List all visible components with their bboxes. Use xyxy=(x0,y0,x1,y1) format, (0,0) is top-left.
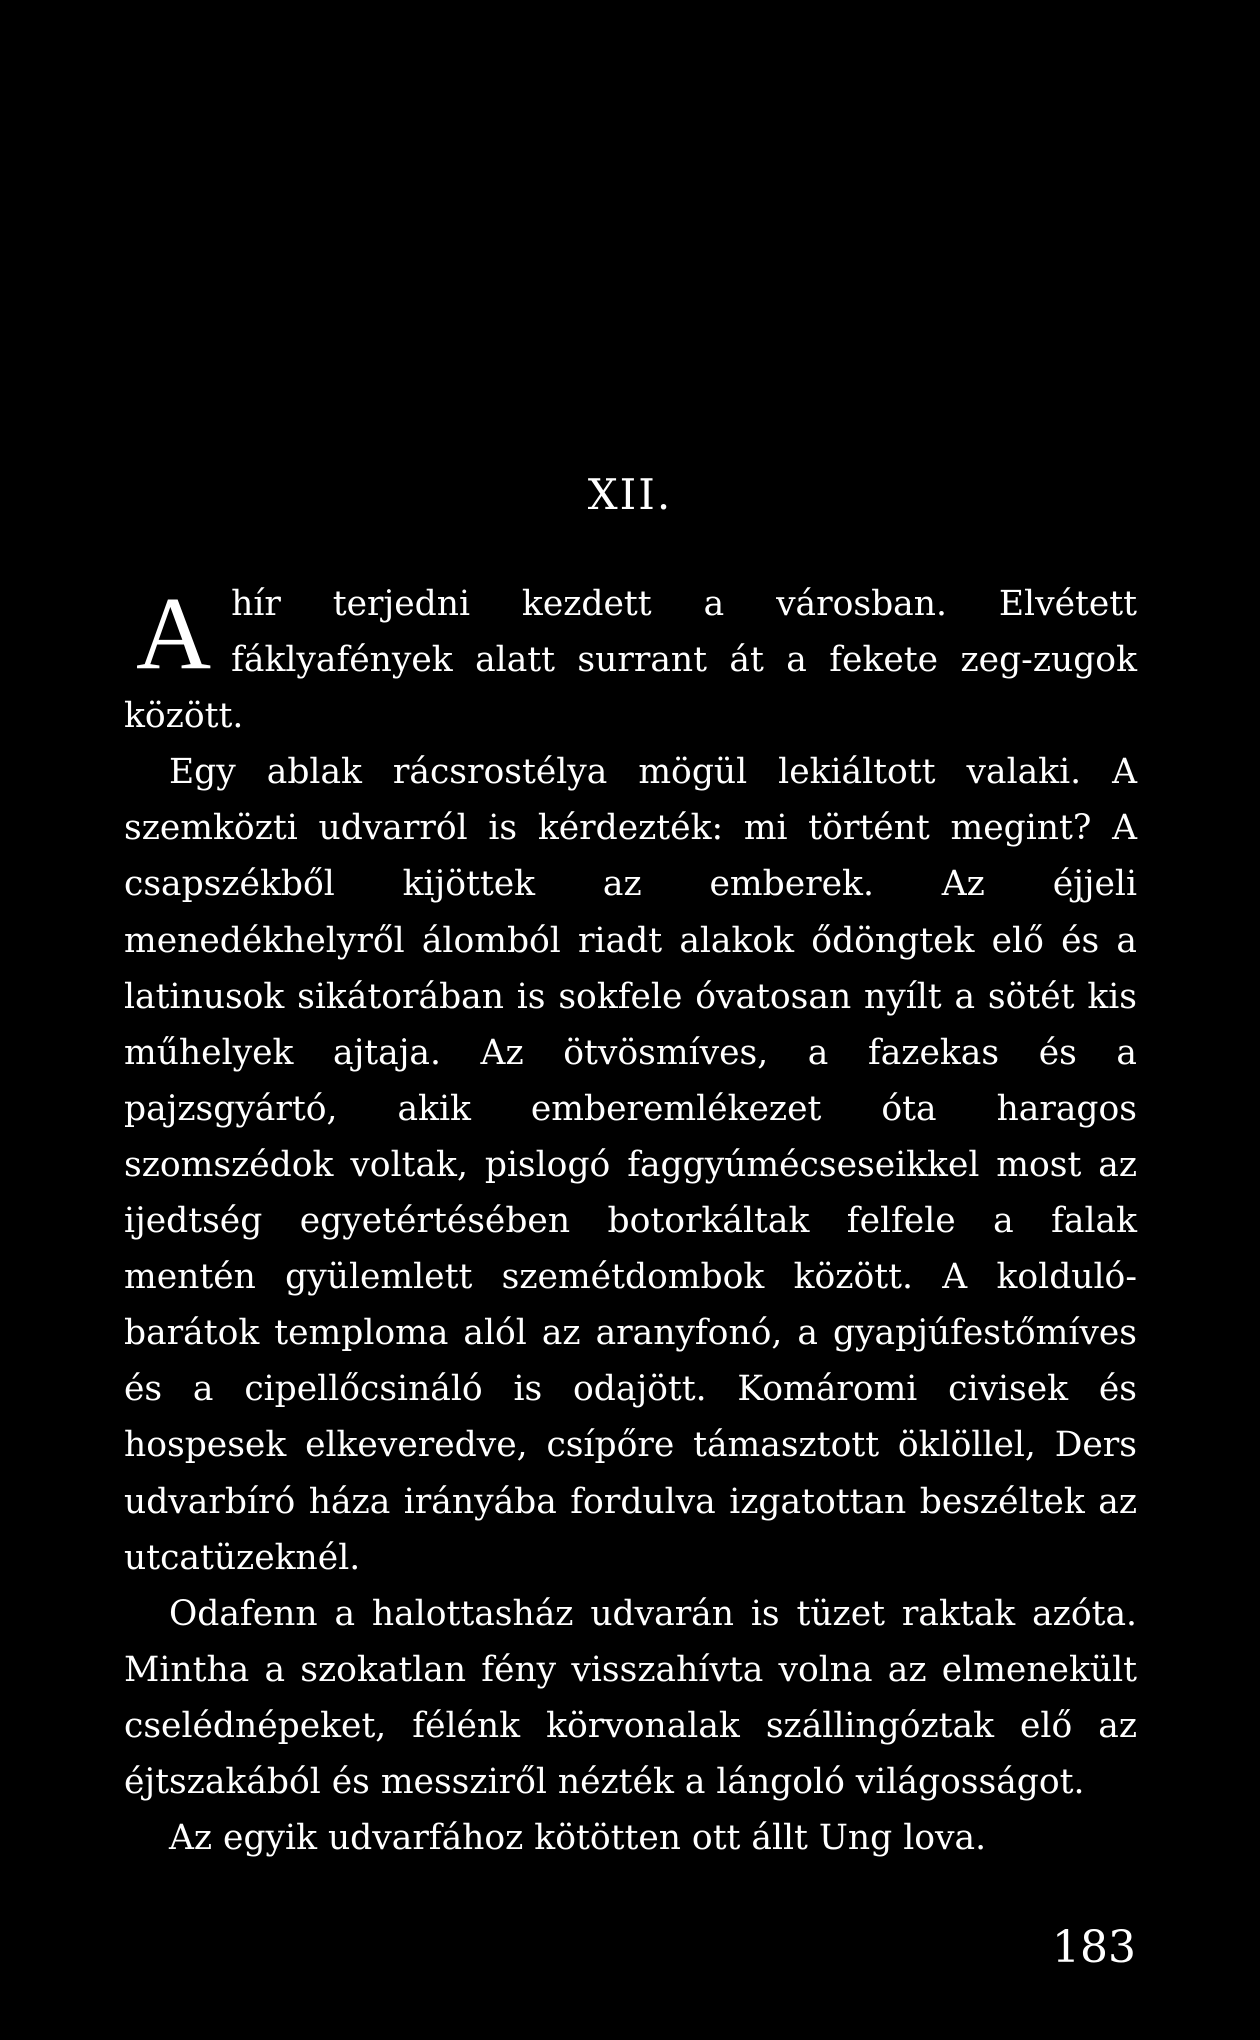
paragraph-4: Az egyik udvarfához kötötten ott állt Ung lova. xyxy=(169,1818,987,1859)
drop-cap: A xyxy=(136,576,212,691)
paragraph-2: Egy ablak rácsrostélya mögül lekiáltott valaki. A szemközti udvarról is kérdezték: mi történt megint? A csapszékből kijöttek az emberek. Az éjjeli menedékhelyről álomból riadt alakok ődöngtek elő és a latinusok sikátorában is sokfele óvatosan nyílt a sötét kis műhelyek ajtaja. Az ötvösmíves, a fazekas és a pajzsgyártó, akik emberemlékezet óta haragos szomszédok voltak, pislogó faggyúmécseseikkel most az ijedtség egyetértésében botorkáltak felfele a falak mentén gyülemlett szemétdombok között. A kolduló-barátok temploma alól az aranyfonó, a gyapjúfestőmíves és a cipellőcsináló is odajött. Komáromi civisek és hospesek elkeveredve, csípőre támasztott öklöllel, Ders udvarbíró háza irányába fordulva izgatottan beszéltek az utcatüzeknél. xyxy=(124,752,1137,1578)
paragraph-1 xyxy=(124,576,1137,744)
chapter-heading: XII. xyxy=(587,470,673,519)
paragraph-3: Odafenn a halottasház udvarán is tüzet raktak azóta. Mintha a szokatlan fény visszahívta volna az elmenekült cselédnépeket, félénk körvonalak szállingóztak elő az éjtszakából és messziről nézték a lángoló világosságot. xyxy=(124,1593,1137,1802)
page-number: 183 xyxy=(1052,1922,1136,1973)
paragraph-1-text: hír terjedni kezdett a városban. Elvétett fáklyafények alatt surrant át a fekete zeg-zugok között. xyxy=(124,584,1137,737)
body-text xyxy=(124,576,1137,1866)
